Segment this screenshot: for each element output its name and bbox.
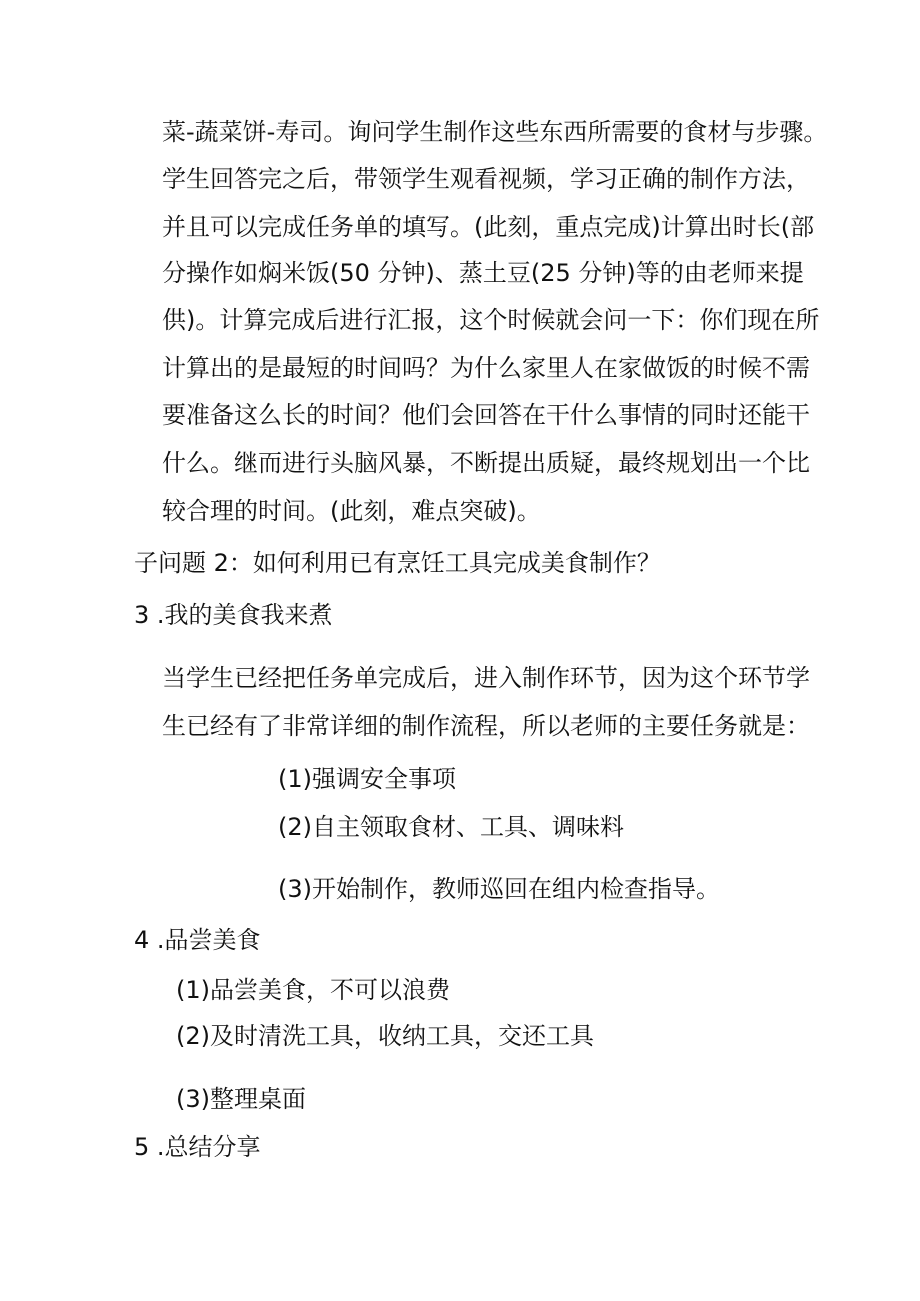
list-item: (3)开始制作，教师巡回在组内检查指导。 [278,875,720,903]
section-heading: 5 .总结分享 [134,1133,261,1161]
section-heading: 3 .我的美食我来煮 [134,601,333,629]
list-item: (2)自主领取食材、工具、调味料 [278,813,624,841]
section-heading: 4 .品尝美食 [134,926,261,954]
paragraph-line: 要准备这么长的时间？他们会回答在干什么事情的同时还能干 [162,401,810,429]
paragraph-line: 什么。继而进行头脑风暴，不断提出质疑，最终规划出一个比 [162,449,810,477]
paragraph-line: 学生回答完之后，带领学生观看视频，学习正确的制作方法， [162,165,810,193]
paragraph-line: 并且可以完成任务单的填写。(此刻，重点完成)计算出时长(部 [162,213,815,241]
paragraph-line: 当学生已经把任务单完成后，进入制作环节，因为这个环节学 [162,664,810,692]
subquestion-heading: 子问题 2：如何利用已有烹饪工具完成美食制作？ [134,549,661,577]
paragraph-line: 较合理的时间。(此刻，难点突破)。 [162,497,541,525]
list-item: (3)整理桌面 [176,1085,306,1113]
paragraph-line: 菜-蔬菜饼-寿司。询问学生制作这些东西所需要的食材与步骤。 [162,118,828,146]
paragraph-line: 供)。计算完成后进行汇报，这个时候就会问一下：你们现在所 [162,306,820,334]
paragraph-line: 分操作如焖米饭(50 分钟)、蒸土豆(25 分钟)等的由老师来提 [162,259,804,287]
list-item: (1)品尝美食，不可以浪费 [176,976,450,1004]
list-item: (2)及时清洗工具，收纳工具，交还工具 [176,1022,594,1050]
paragraph-line: 生已经有了非常详细的制作流程，所以老师的主要任务就是： [162,712,810,740]
paragraph-line: 计算出的是最短的时间吗？为什么家里人在家做饭的时候不需 [162,354,810,382]
list-item: (1)强调安全事项 [278,765,456,793]
